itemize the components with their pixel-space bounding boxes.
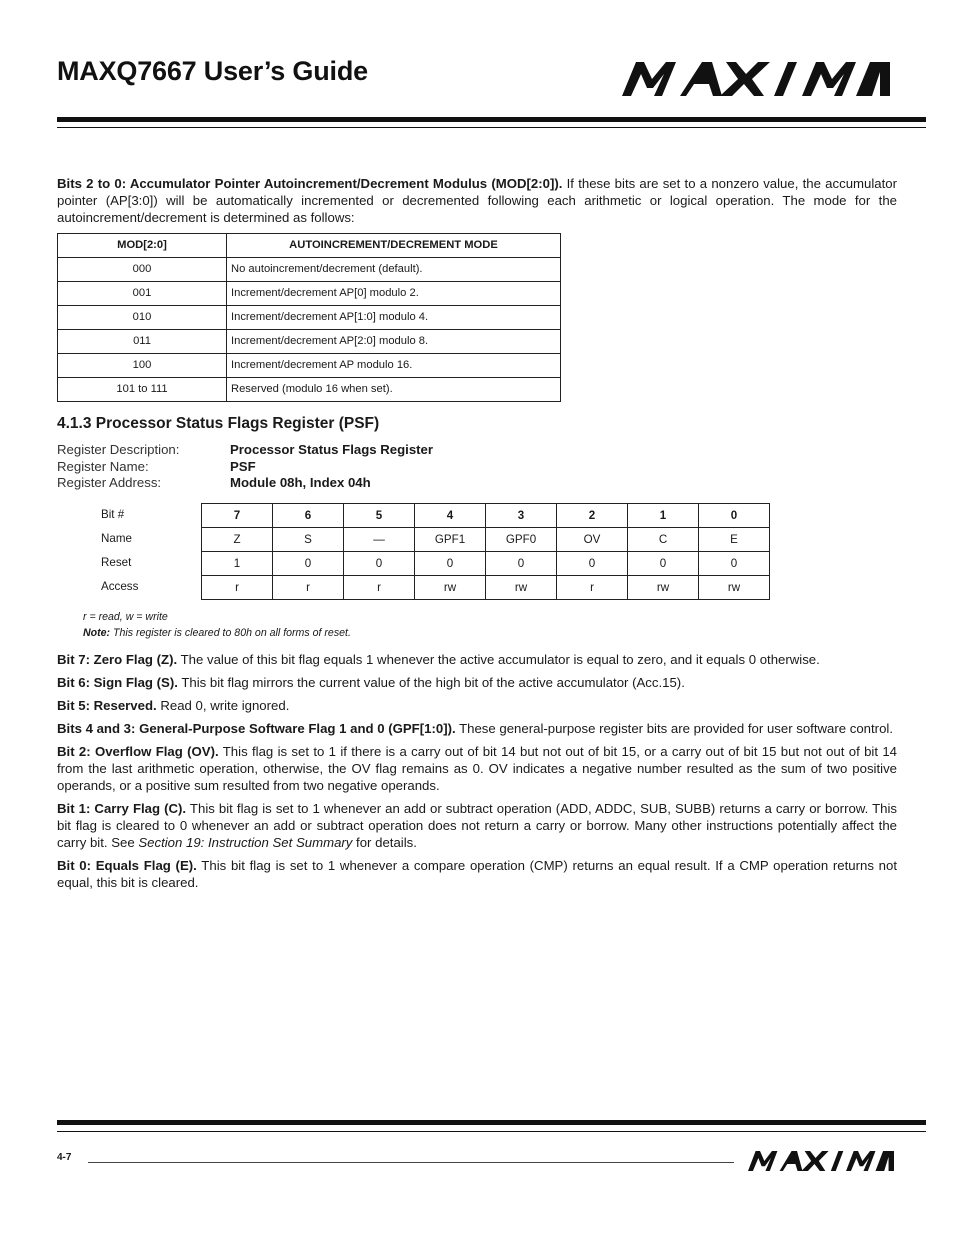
bit-description-title: Bit 5: Reserved.: [57, 697, 157, 713]
intro-bold: Bits 2 to 0: Accumulator Pointer Autoincrement/Decrement Modulus (MOD[2:0]).: [57, 176, 563, 191]
mod-code: 101 to 111: [58, 378, 227, 402]
table-row: [58, 354, 561, 378]
bit-access: rw: [486, 575, 557, 599]
bit-description-title: Bits 4 and 3: General-Purpose Software Flag 1 and 0 (GPF[1:0]).: [57, 720, 456, 736]
document-title: MAXQ7667 User’s Guide: [57, 56, 368, 86]
bit-description-tail: for details.: [352, 834, 417, 850]
table-row: [58, 378, 561, 402]
mod-code: 011: [58, 330, 227, 354]
bit-number: 1: [628, 503, 699, 527]
bit-description: [57, 651, 897, 668]
bit-row-labels: [101, 503, 201, 600]
bit-name: S: [273, 527, 344, 551]
intro-paragraph: [57, 175, 897, 226]
bit-number: 4: [415, 503, 486, 527]
bit-description-text: This bit flag is set to 1 whenever a compare operation (CMP) returns an equal result. If a CMP operation returns not equal, this bit is cleared.: [57, 857, 897, 890]
mod-code: 001: [58, 282, 227, 306]
bit-map: [101, 503, 897, 600]
bit-reset: 1: [202, 551, 273, 575]
bit-name: GPF0: [486, 527, 557, 551]
bit-description-title: Bit 0: Equals Flag (E).: [57, 857, 197, 873]
bit-description-title: Bit 6: Sign Flag (S).: [57, 674, 178, 690]
bit-access-row: [202, 575, 770, 599]
bit-name: —: [344, 527, 415, 551]
register-notes: [83, 609, 897, 641]
maxim-logo: [622, 62, 890, 96]
bit-reset-row: [202, 551, 770, 575]
bit-access: r: [557, 575, 628, 599]
bit-reset: 0: [486, 551, 557, 575]
bit-name: Z: [202, 527, 273, 551]
bit-reset: 0: [557, 551, 628, 575]
bit-access: r: [273, 575, 344, 599]
bit-description: [57, 743, 897, 794]
bit-description-text: Read 0, write ignored.: [156, 697, 290, 713]
bit-descriptions: [57, 651, 897, 891]
header-rule-thin: [57, 127, 926, 128]
bit-description-title: Bit 1: Carry Flag (C).: [57, 800, 187, 816]
footer-line: [88, 1162, 734, 1163]
bit-description: [57, 857, 897, 891]
bit-number: 7: [202, 503, 273, 527]
register-description-value: Processor Status Flags Register: [230, 442, 434, 457]
bit-reset: 0: [415, 551, 486, 575]
bit-reset: 0: [699, 551, 770, 575]
header-rule-thick: [57, 117, 926, 122]
bit-access: rw: [699, 575, 770, 599]
bit-description-title: Bit 2: Overflow Flag (OV).: [57, 743, 219, 759]
register-name-label: Register Name:: [57, 458, 149, 474]
mod-description: Increment/decrement AP[0] modulo 2.: [227, 282, 561, 306]
mod-table: [57, 233, 561, 402]
mod-description: No autoincrement/decrement (default).: [227, 258, 561, 282]
table-row: [58, 258, 561, 282]
footer-rule-thin: [57, 1131, 926, 1132]
bit-reset: 0: [344, 551, 415, 575]
bit-number: 5: [344, 503, 415, 527]
bit-access: r: [344, 575, 415, 599]
section-heading: 4.1.3 Processor Status Flags Register (PSF): [57, 415, 380, 432]
bit-reset: 0: [273, 551, 344, 575]
bit-description: [57, 800, 897, 851]
note-text: This register is cleared to 80h on all forms of reset.: [110, 626, 351, 639]
mod-description: Increment/decrement AP[1:0] modulo 4.: [227, 306, 561, 330]
table-row: [58, 306, 561, 330]
bit-description-text: These general-purpose register bits are provided for user software control.: [455, 720, 894, 736]
bit-access: r: [202, 575, 273, 599]
bit-name: OV: [557, 527, 628, 551]
bit-name: C: [628, 527, 699, 551]
row-label-reset: Reset: [101, 555, 132, 569]
note-label: Note:: [83, 626, 111, 639]
mod-code: 100: [58, 354, 227, 378]
reset-note: [83, 625, 897, 641]
bit-name-row: [202, 527, 770, 551]
bit-table: [201, 503, 770, 600]
mod-table-header: AUTOINCREMENT/DECREMENT MODE: [227, 234, 561, 258]
table-row: [58, 282, 561, 306]
register-address-value: Module 08h, Index 04h: [230, 475, 371, 490]
footer-rule-thick: [57, 1120, 926, 1125]
bit-name: GPF1: [415, 527, 486, 551]
row-label-bit: Bit #: [101, 507, 125, 521]
bit-description-text: The value of this bit flag equals 1 whenever the active accumulator is equal to zero, and it equals 0 otherwise.: [177, 651, 820, 667]
row-label-name: Name: [101, 531, 132, 545]
bit-number: 3: [486, 503, 557, 527]
maxim-logo: [748, 1151, 894, 1171]
bit-number: 2: [557, 503, 628, 527]
register-address-label: Register Address:: [57, 475, 162, 490]
section-reference: Section 19: Instruction Set Summary: [138, 834, 353, 850]
bit-description: [57, 674, 897, 691]
access-legend: r = read, w = write: [83, 610, 168, 623]
register-info: [57, 442, 897, 492]
mod-description: Increment/decrement AP[2:0] modulo 8.: [227, 330, 561, 354]
bit-access: rw: [628, 575, 699, 599]
bit-reset: 0: [628, 551, 699, 575]
bit-access: rw: [415, 575, 486, 599]
bit-description-text: This bit flag mirrors the current value of the high bit of the active accumulator (Acc.15).: [177, 674, 685, 690]
bit-description: [57, 697, 897, 714]
table-row: [58, 330, 561, 354]
page-number: 4-7: [57, 1152, 72, 1163]
mod-code: 000: [58, 258, 227, 282]
mod-code: 010: [58, 306, 227, 330]
bit-name: E: [699, 527, 770, 551]
intro-text: If these bits are set to a nonzero value, the accumulator pointer (AP[3:0]) will be automatically incremented or decremented following each arithmetic or logical operation. The mode for the autoincrement/decrement is determined as follows:: [57, 176, 897, 225]
bit-number: 6: [273, 503, 344, 527]
bit-description: [57, 720, 897, 737]
bit-description-title: Bit 7: Zero Flag (Z).: [57, 651, 178, 667]
mod-table-header: MOD[2:0]: [58, 234, 227, 258]
bit-number-row: [202, 503, 770, 527]
page-content: [57, 175, 897, 897]
bit-description-text: This flag is set to 1 if there is a carry out of bit 14 but not out of bit 15, or a carry out of bit 15 but not out of bit 14 from the last arithmetic operation, otherwise, the OV flag remains as 0. OV indicates a negative number resulted as the sum of two positive operands, or a positive sum resulted from two negative operands.: [57, 743, 898, 793]
register-description-label: Register Description:: [57, 442, 180, 457]
register-name-value: PSF: [230, 458, 256, 474]
bit-description-text: This bit flag is set to 1 whenever an add or subtract operation (ADD, ADDC, SUB, SUBB) returns a carry or borrow. This bit flag is cleared to 0 whenever an add or subtract operation does not return a carry or borrow. Many other instructions potentially affect the carry bit. See: [57, 800, 897, 850]
bit-number: 0: [699, 503, 770, 527]
mod-description: Increment/decrement AP modulo 16.: [227, 354, 561, 378]
mod-description: Reserved (modulo 16 when set).: [227, 378, 561, 402]
row-label-access: Access: [101, 579, 139, 593]
